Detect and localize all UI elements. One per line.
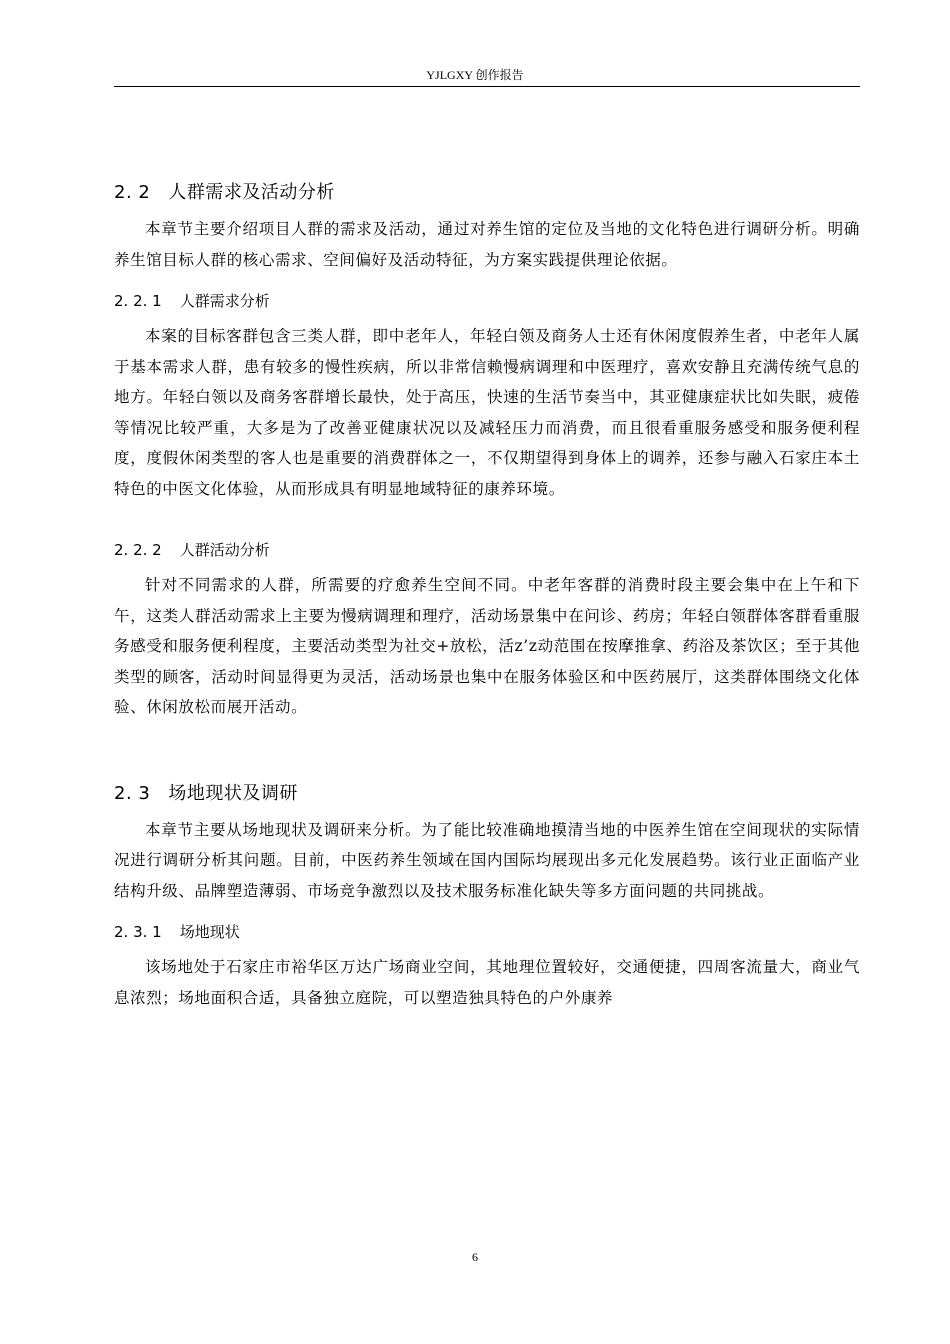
section-title: 场地现状及调研 [168, 782, 298, 804]
body-paragraph: 该场地处于石家庄市裕华区万达广场商业空间，其地理位置较好，交通便捷，四周客流量大，商业气息浓烈；场地面积合适，具备独立庭院，可以塑造独具特色的户外康养 [114, 958, 860, 1007]
body-paragraph: 针对不同需求的人群，所需要的疗愈养生空间不同。中老年客群的消费时段主要会集中在上午和下午，这类人群活动需求上主要为慢病调理和理疗，活动场景集中在问诊、药房；年轻白领群体客群看重服务感受和服务便利程度，主要活动类型为社交+放松，活z’z动范围在按摩推拿、药浴及茶饮区；至于其他类型的顾客，活动时间显得更为灵活，活动场景也集中在服务体验区和中医药展厅，这类群体围绕文化体验、休闲放松而展开活动。 [114, 576, 860, 716]
subsection-number: 2. 3. 1 [114, 923, 162, 941]
body-paragraph: 本案的目标客群包含三类人群，即中老年人，年轻白领及商务人士还有休闲度假养生者，中老年人属于基本需求人群，患有较多的慢性疾病，所以非常信赖慢病调理和中医理疗，喜欢安静且充满传统气息的地方。年轻白领以及商务客群增长最快，处于高压，快速的生活节奏当中，其亚健康症状比如失眠，疲倦等情况比较严重，大多是为了改善亚健康状况以及减轻压力而消费，而且很看重服务感受和服务便利程度，度假休闲类型的客人也是重要的消费群体之一，不仅期望得到身体上的调养，还参与融入石家庄本土特色的中医文化体验，从而形成具有明显地域特征的康养环境。 [114, 327, 860, 498]
subsection-title: 人群需求分析 [179, 292, 270, 310]
page-content [114, 180, 860, 1013]
section-number: 2. 3 [114, 782, 151, 804]
subsection-number: 2. 2. 2 [114, 541, 162, 559]
subsection-heading-2-2-1 [114, 289, 860, 313]
page-number: 6 [472, 1250, 478, 1264]
section-heading-2-3 [114, 781, 860, 807]
subsection-heading-2-2-2 [114, 538, 860, 562]
section-title: 人群需求及活动分析 [168, 182, 335, 203]
subsection-number: 2. 2. 1 [114, 292, 162, 310]
section-intro-paragraph: 本章节主要介绍项目人群的需求及活动，通过对养生馆的定位及当地的文化特色进行调研分析。明确养生馆目标人群的核心需求、空间偏好及活动特征，为方案实践提供理论依据。 [114, 220, 860, 269]
subsection-title: 人群活动分析 [179, 541, 270, 559]
section-heading-2-2 [114, 180, 860, 206]
section-number: 2. 2 [114, 182, 151, 203]
header-rule [114, 86, 860, 87]
subsection-heading-2-3-1 [114, 920, 860, 944]
running-header: YJLGXY 创作报告 [426, 68, 524, 82]
section-intro-paragraph: 本章节主要从场地现状及调研来分析。为了能比较准确地摸清当地的中医养生馆在空间现状的实际情况进行调研分析其问题。目前，中医药养生领域在国内国际均展现出多元化发展趋势。该行业正面临产业结构升级、品牌塑造薄弱、市场竞争激烈以及技术服务标准化缺失等多方面问题的共同挑战。 [114, 820, 860, 900]
subsection-title: 场地现状 [179, 923, 240, 941]
